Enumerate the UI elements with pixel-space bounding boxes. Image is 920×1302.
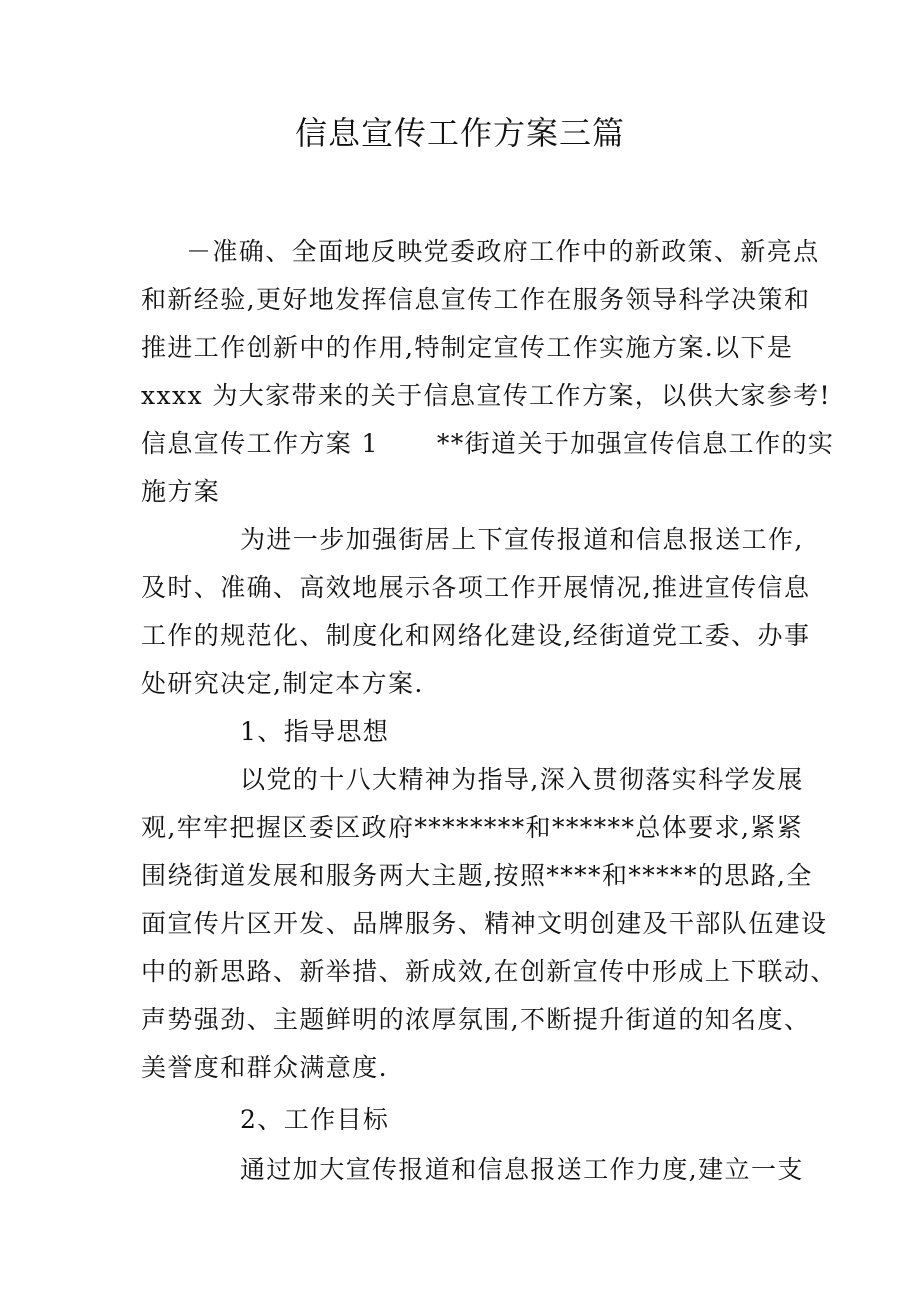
section-heading: 1、指导思想 xyxy=(240,717,390,746)
paragraph-line: 工作的规范化、制度化和网络化建设,经街道党工委、办事 xyxy=(141,621,811,650)
paragraph-line: 及时、准确、高效地展示各项工作开展情况,推进宣传信息 xyxy=(141,573,811,602)
section-heading: 2、工作目标 xyxy=(240,1105,390,1134)
paragraph-line: 中的新思路、新举措、新成效,在创新宣传中形成上下联动、 xyxy=(141,957,837,986)
paragraph-line: 和新经验,更好地发挥信息宣传工作在服务领导科学决策和 xyxy=(141,285,811,314)
paragraph-line: －准确、全面地反映党委政府工作中的新政策、新亮点 xyxy=(186,237,820,266)
paragraph-line: 推进工作创新中的作用,特制定宣传工作实施方案.以下是 xyxy=(141,333,794,362)
paragraph-line: 声势强劲、主题鲜明的浓厚氛围,不断提升街道的知名度、 xyxy=(141,1005,811,1034)
paragraph-line: 以党的十八大精神为指导,深入贯彻落实科学发展 xyxy=(240,765,804,794)
paragraph-line: 通过加大宣传报道和信息报送工作力度,建立一支 xyxy=(240,1155,804,1184)
section-subtitle: **街道关于加强宣传信息工作的实 xyxy=(436,429,835,458)
paragraph-line: 美誉度和群众满意度. xyxy=(141,1053,388,1082)
paragraph-line: xxxx 为大家带来的关于信息宣传工作方案，以供大家参考! xyxy=(141,381,831,410)
paragraph-line: 面宣传片区开发、品牌服务、精神文明创建及干部队伍建设 xyxy=(141,909,828,938)
paragraph-line: 围绕街道发展和服务两大主题,按照****和*****的思路,全 xyxy=(141,861,813,890)
paragraph-line: 为进一步加强街居上下宣传报道和信息报送工作, xyxy=(240,525,804,554)
paragraph-line: 观,牢牢把握区委区政府********和******总体要求,紧紧 xyxy=(141,813,804,842)
paragraph-line: 施方案 xyxy=(141,477,221,506)
section-heading-line xyxy=(141,424,835,464)
section-heading: 信息宣传工作方案 1 xyxy=(141,429,379,458)
paragraph-line: 处研究决定,制定本方案. xyxy=(141,669,424,698)
document-title: 信息宣传工作方案三篇 xyxy=(294,114,625,152)
